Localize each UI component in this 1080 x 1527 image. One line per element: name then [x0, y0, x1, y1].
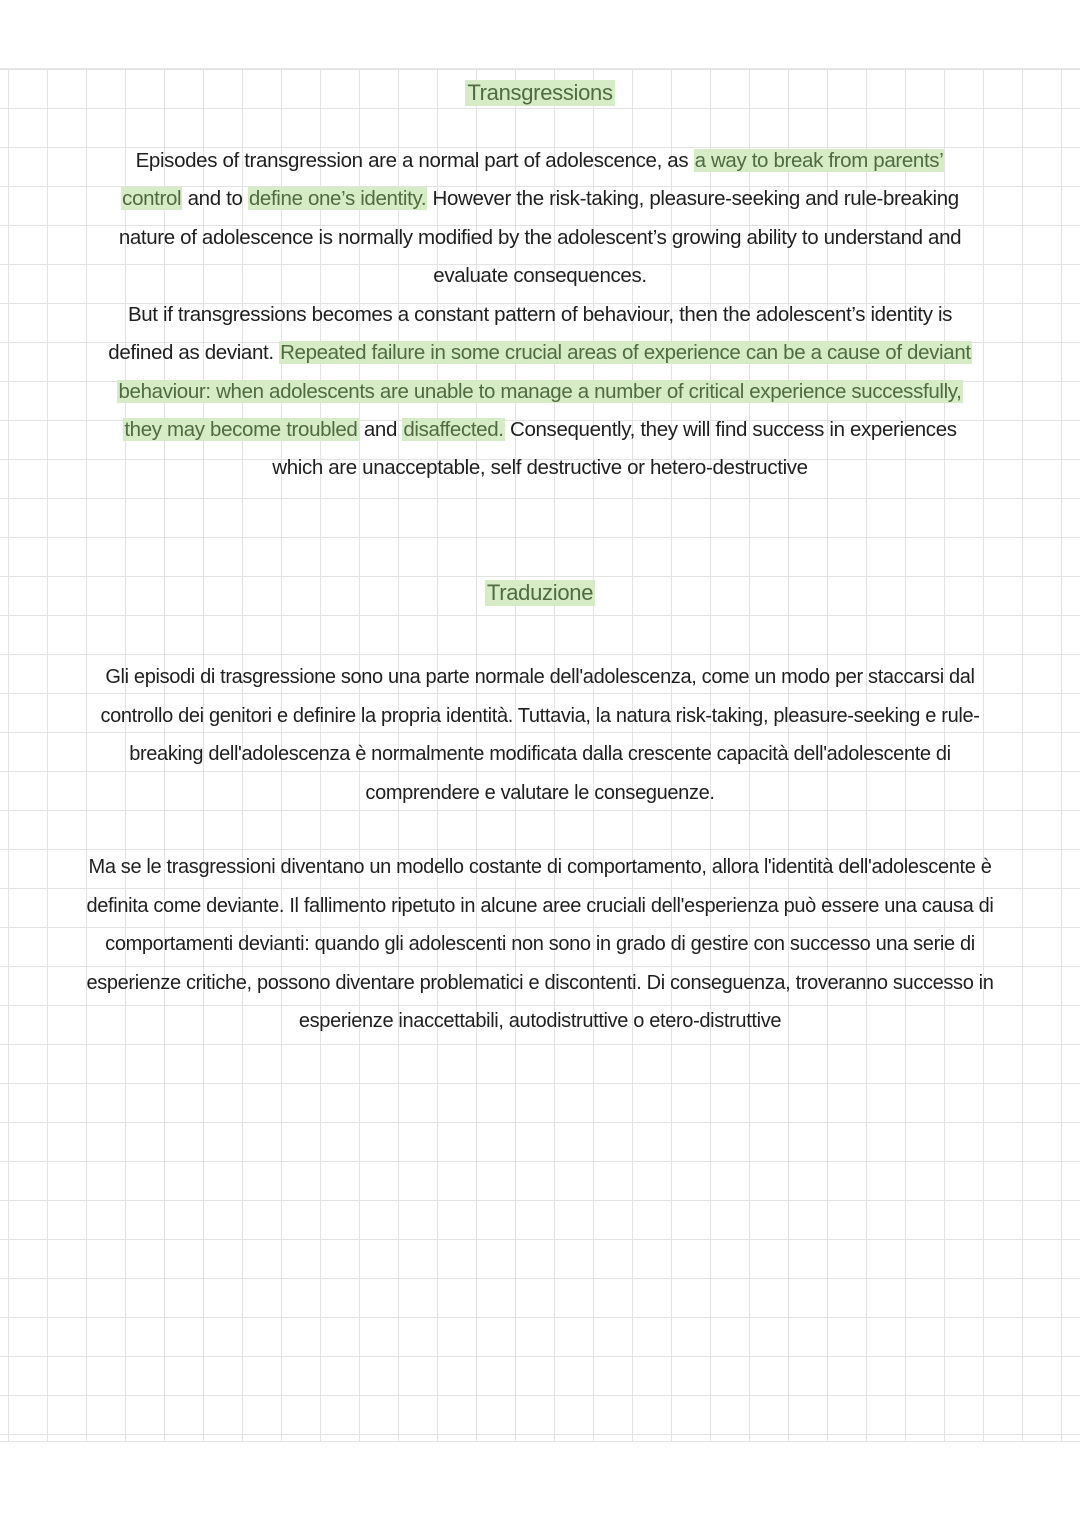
text-segment: However the risk-taking, pleasure-seeking and rule-breaking [427, 187, 959, 211]
text-line: comportamenti devianti: quando gli adolescenti non sono in grado di gestire con successo una serie di [105, 933, 975, 955]
highlighted-text: Repeated failure in some crucial areas of experience can be a cause of deviant [280, 341, 971, 365]
english-title: Transgressions [467, 80, 613, 105]
text-line [60, 411, 1020, 449]
text-line: esperienze critiche, possono diventare problematici e discontenti. Di conseguenza, troveranno successo in [86, 971, 994, 994]
text-line: esperienze inaccettabili, autodistruttive o etero-distruttive [298, 1010, 782, 1032]
highlighted-text: disaffected. [403, 417, 504, 441]
text-line: evaluate consequences. [433, 263, 647, 287]
text-segment: defined as deviant. [108, 341, 280, 365]
text-line: breaking dell'adolescenza è normalmente modificata dalla crescente capacità dell'adolescente di [129, 743, 951, 765]
text-line [60, 334, 1020, 372]
text-line: comprendere e valutare le conseguenze. [365, 781, 715, 804]
highlighted-text: behaviour: when adolescents are unable to manage a number of critical experience successfully, [118, 379, 962, 403]
text-line: nature of adolescence is normally modified by the adolescent’s growing ability to understand and [118, 225, 962, 249]
italian-heading [0, 580, 1080, 606]
text-line: which are unacceptable, self destructive or hetero-destructive [272, 456, 808, 480]
text-line: But if transgressions becomes a constant pattern of behaviour, then the adolescent’s identity is [127, 303, 953, 326]
highlighted-text: control [122, 187, 182, 211]
italian-paragraph-2 [60, 848, 1020, 1041]
english-paragraph-1 [60, 142, 1020, 295]
text-line: definita come deviante. Il fallimento ripetuto in alcune aree cruciali dell'esperienza può essere una causa di [86, 894, 994, 917]
text-segment: and to [182, 187, 248, 211]
italian-paragraph-1 [60, 658, 1020, 812]
text-line [60, 373, 1020, 411]
english-heading [0, 80, 1080, 106]
highlighted-text: they may become troubled [124, 417, 358, 441]
text-segment: Consequently, they will find success in experiences [504, 417, 957, 441]
italian-title: Traduzione [486, 580, 594, 605]
text-segment: and [358, 417, 403, 441]
text-line: controllo dei genitori e definire la propria identità. Tuttavia, la natura risk-taking, pleasure-seeking e rule- [100, 704, 980, 727]
text-line [60, 142, 1020, 180]
english-paragraph-2 [60, 296, 1020, 487]
text-line: Ma se le trasgressioni diventano un modello costante di comportamento, allora l'identità dell'adolescente è [88, 856, 992, 878]
text-segment: Episodes of transgression are a normal part of adolescence, as [135, 149, 694, 172]
text-line [60, 180, 1020, 218]
highlighted-text: a way to break from parents’ [694, 149, 944, 172]
text-line: Gli episodi di trasgressione sono una parte normale dell'adolescenza, come un modo per staccarsi dal [105, 666, 975, 688]
highlighted-text: define one’s identity. [248, 187, 427, 211]
